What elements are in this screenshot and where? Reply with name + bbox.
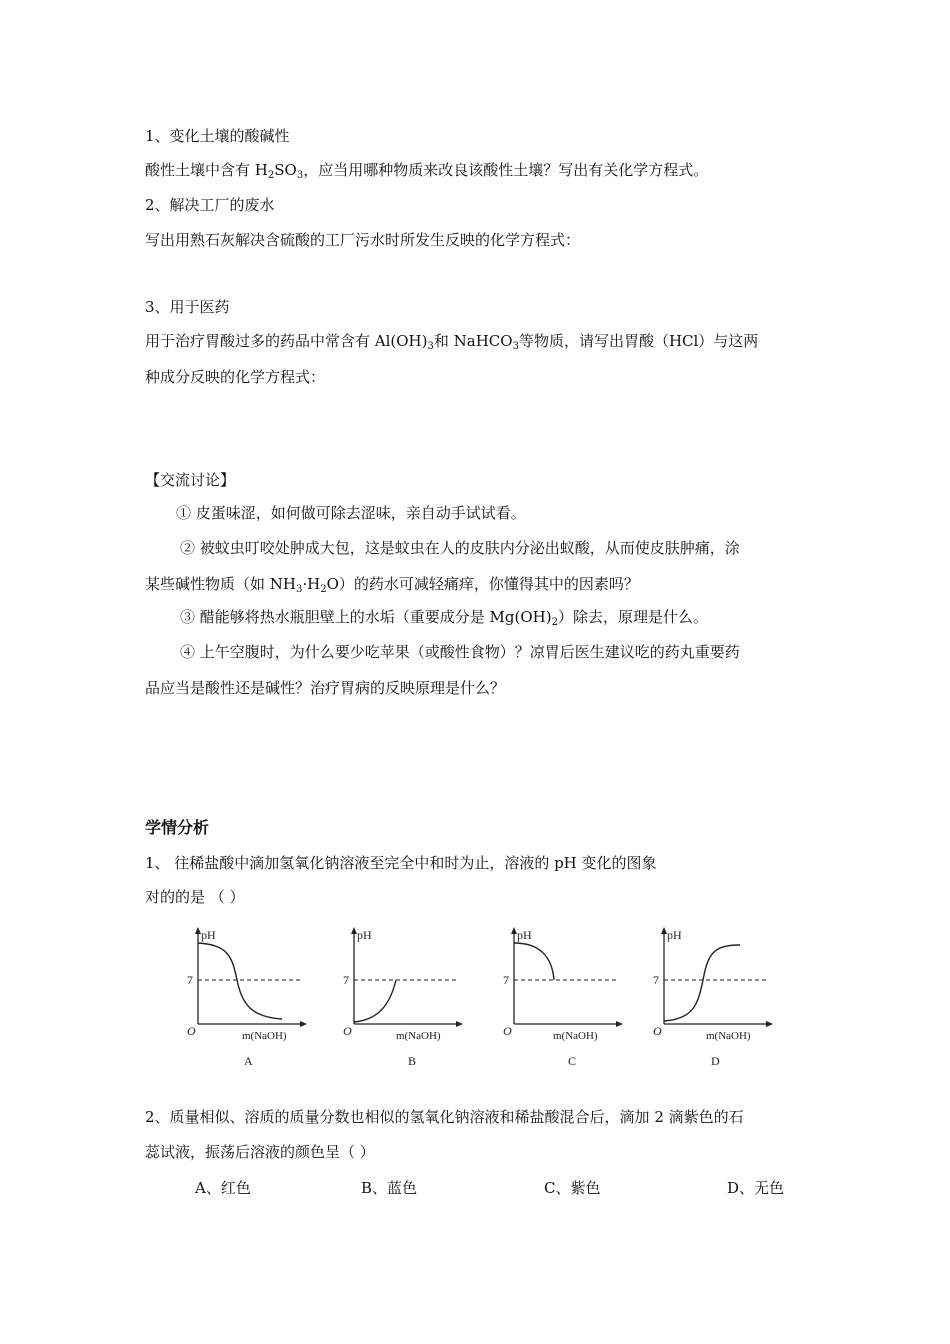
graph-b-label: B xyxy=(408,1054,417,1068)
graph-c-x-label: m(NaOH) xyxy=(553,1030,598,1042)
graph-a-y-label: pH xyxy=(201,928,216,942)
item2-title: 2、解决工厂的废水 xyxy=(145,196,275,214)
discussion-q2-line1: ② 被蚊虫叮咬处肿成大包，这是蚊虫在人的皮肤内分泌出蚁酸，从而使皮肤肿痛，涂 xyxy=(180,539,740,557)
option-c[interactable]: C、紫色 xyxy=(544,1179,601,1197)
ph-graph-d[interactable] xyxy=(648,925,778,1075)
discussion-q4-line2: 品应当是酸性还是碱性？治疗胃病的反映原理是什么？ xyxy=(145,679,506,697)
item3-question-line1: 用于治疗胃酸过多的药品中常含有 $Al(OH)_3$和 NaHCO$_3$等物质，请写出胃酸（HCl）与这两 xyxy=(145,332,759,352)
analysis-q1-line1: 1、 往稀盐酸中滴加氢氧化钠溶液至完全中和时为止，溶液的 pH 变化的图象 xyxy=(145,854,657,872)
ph-graph-c[interactable] xyxy=(498,925,628,1075)
option-d[interactable]: D、无色 xyxy=(727,1179,785,1197)
discussion-q2-line2: 某些碱性物质（如 $NH_3\cdot H_2O$）的药水可减轻痛痒，你懂得其中的因素吗？ xyxy=(145,575,639,595)
graph-a-x-label: m(NaOH) xyxy=(242,1030,287,1042)
graph-b-origin: O xyxy=(343,1024,352,1038)
graph-b-y-label: pH xyxy=(357,928,372,942)
graph-c-label: C xyxy=(568,1054,577,1068)
item1-title: 1、变化土壤的酸碱性 xyxy=(145,127,290,145)
discussion-title: 【交流讨论】 xyxy=(145,471,236,489)
graph-d-y-label: pH xyxy=(667,928,682,942)
ph-graph-b[interactable] xyxy=(338,925,468,1075)
analysis-q2-line2: 蕊试液，振荡后溶液的颜色呈（ ） xyxy=(145,1143,375,1161)
graph-c-tick: 7 xyxy=(503,973,509,987)
option-b[interactable]: B、蓝色 xyxy=(361,1179,418,1197)
item1-question: 酸性土壤中含有 $H_2SO_3$，应当用哪种物质来改良该酸性土壤？写出有关化学方程式。 xyxy=(145,161,709,181)
graph-c-y-label: pH xyxy=(517,928,532,942)
discussion-q4-line1: ④ 上午空腹时，为什么要少吃苹果（或酸性食物）？凉胃后医生建议吃的药丸重要药 xyxy=(180,643,740,661)
graph-d-x-label: m(NaOH) xyxy=(706,1030,751,1042)
graph-c-origin: O xyxy=(503,1024,512,1038)
discussion-q3: ③ 醋能够将热水瓶胆壁上的水垢（重要成分是 $Mg(OH)_2$）除去，原理是什么。 xyxy=(180,608,708,628)
ph-graph-a[interactable] xyxy=(182,925,312,1075)
graph-b-x-label: m(NaOH) xyxy=(396,1030,441,1042)
option-a[interactable]: A、红色 xyxy=(195,1179,251,1197)
item3-title: 3、用于医药 xyxy=(145,298,230,316)
graph-b-tick: 7 xyxy=(343,973,349,987)
graph-d-tick: 7 xyxy=(653,973,659,987)
analysis-q2-line1: 2、质量相似、溶质的质量分数也相似的氢氧化钠溶液和稀盐酸混合后，滴加 2 滴紫色的石 xyxy=(145,1108,744,1126)
analysis-q1-line2: 对的的是 （ ） xyxy=(145,888,245,906)
discussion-q1: ① 皮蛋味涩，如何做可除去涩味，亲自动手试试看。 xyxy=(176,504,526,522)
item3-question-line2: 种成分反映的化学方程式： xyxy=(145,368,326,386)
item2-question: 写出用熟石灰解决含硫酸的工厂污水时所发生反映的化学方程式： xyxy=(145,231,581,249)
analysis-title: 学情分析 xyxy=(145,818,210,837)
graph-a-tick: 7 xyxy=(187,973,193,987)
graph-a-label: A xyxy=(244,1054,253,1068)
graph-d-origin: O xyxy=(653,1024,662,1038)
graph-d-label: D xyxy=(711,1054,720,1068)
graph-a-origin: O xyxy=(187,1024,196,1038)
